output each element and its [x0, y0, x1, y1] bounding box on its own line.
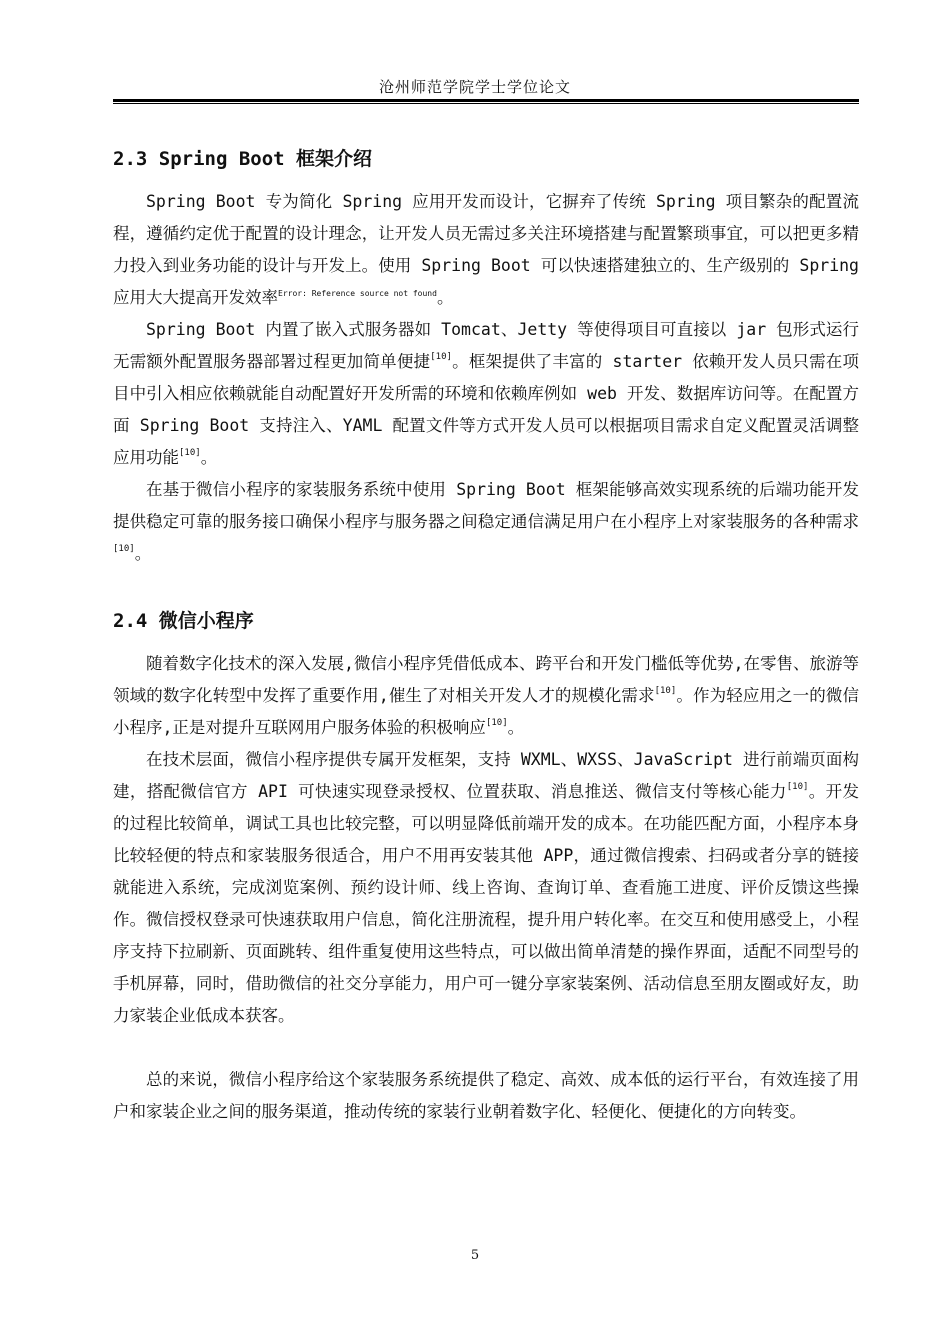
paragraph: Spring Boot 内置了嵌入式服务器如 Tomcat、Jetty 等使得项目可直接以 jar 包形式运行无需额外配置服务器部署过程更加简单便捷[10]。框架提供了丰富的 starter 依赖开发人员只需在项目中引入相应依赖就能自动配置好开发所需的环境和依赖库例如 web 开发、数据库访问等。在配置方面 Spring Boot 支持注入、YAML 配置文件等方式开发人员可以根据项目需求自定义配置灵活调整应用功能[10]。 [113, 320, 860, 467]
header-rule [113, 99, 859, 104]
section-heading-2-3: 2.3 Spring Boot 框架介绍 [113, 148, 373, 170]
running-header-title: 沧州师范学院学士学位论文 [378, 78, 571, 96]
paragraph: 随着数字化技术的深入发展,微信小程序凭借低成本、跨平台和开发门槛低等优势,在零售、旅游等领域的数字化转型中发挥了重要作用,催生了对相关开发人才的规模化需求[10]。作为轻应用之一的微信小程序,正是对提升互联网用户服务体验的积极响应[10]。 [113, 654, 860, 737]
citation: [10] [786, 781, 809, 792]
reference-error-note: Error: Reference source not found [278, 288, 437, 298]
citation: [10] [430, 351, 452, 362]
citation: [10] [179, 447, 201, 458]
page-number: 5 [470, 1248, 480, 1263]
citation: [10] [113, 543, 135, 554]
paragraph: Spring Boot 专为简化 Spring 应用开发而设计，它摒弃了传统 Spring 项目繁杂的配置流程，遵循约定优于配置的设计理念，让开发人员无需过多关注环境搭建与配置繁琐事宜，可以把更多精力投入到业务功能的设计与开发上。使用 Spring Boot 可以快速搭建独立的、生产级别的 Spring 应用大大提高开发效率$^{Error: Reference source not found}$。 [113, 192, 859, 307]
citation: [10] [654, 685, 677, 696]
paragraph: 在技术层面，微信小程序提供专属开发框架，支持 WXML、WXSS、JavaScript 进行前端页面构建，搭配微信官方 API 可快速实现登录授权、位置获取、消息推送、微信支付等核心能力[10]。开发的过程比较简单，调试工具也比较完整，可以明显降低前端开发的成本。在功能匹配方面，小程序本身比较轻便的特点和家装服务很适合，用户不用再安装其他 APP，通过微信搜索、扫码或者分享的链接就能进入系统，完成浏览案例、预约设计师、线上咨询、查询订单、查看施工进度、评价反馈这些操作。微信授权登录可快速获取用户信息，简化注册流程，提升用户转化率。在交互和使用感受上，小程序支持下拉刷新、页面跳转、组件重复使用这些特点，可以做出简单清楚的操作界面，适配不同型号的手机屏幕，同时，借助微信的社交分享能力，用户可一键分享家装案例、活动信息至朋友圈或好友，助力家装企业低成本获客。 [113, 750, 859, 1025]
paragraph: 总的来说，微信小程序给这个家装服务系统提供了稳定、高效、成本低的运行平台，有效连接了用户和家装企业之间的服务渠道，推动传统的家装行业朝着数字化、轻便化、便捷化的方向转变。 [113, 1070, 859, 1121]
section-heading-2-4: 2.4 微信小程序 [113, 610, 254, 632]
citation: [10] [485, 717, 508, 728]
paragraph: 在基于微信小程序的家装服务系统中使用 Spring Boot 框架能够高效实现系统的后端功能开发提供稳定可靠的服务接口确保小程序与服务器之间稳定通信满足用户在小程序上对家装服务的各种需求[10]。 [113, 480, 859, 563]
